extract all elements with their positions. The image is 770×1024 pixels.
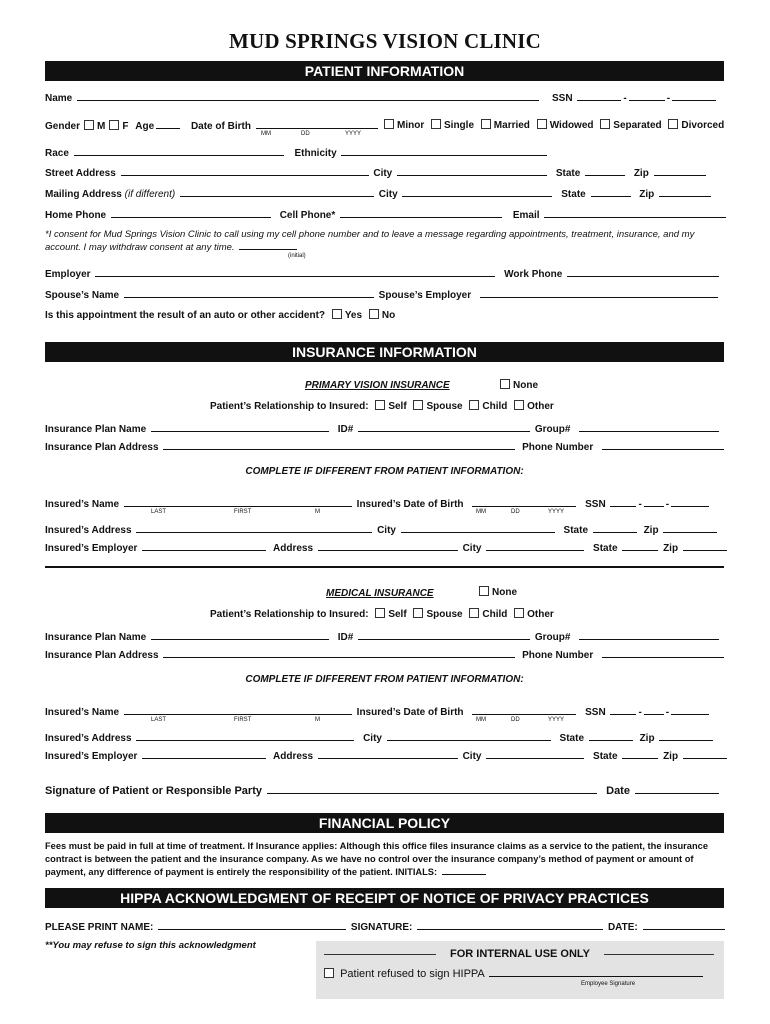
email-label: Email <box>512 210 540 221</box>
print-name-field[interactable] <box>158 920 346 930</box>
primary-employer-address-label: Address <box>273 543 314 554</box>
medical-insured-name-label: Insured’s Name <box>45 707 120 718</box>
medical-relationship-label: Patient’s Relationship to Insured: <box>210 609 369 620</box>
signature-row <box>45 784 721 798</box>
ssn-label: SSN <box>552 93 573 104</box>
self-label: Self <box>388 401 407 412</box>
medical-plan-address-label: Insurance Plan Address <box>45 650 159 661</box>
mailing-state-field[interactable] <box>591 187 631 197</box>
hippa-date-label: DATE: <box>607 922 638 933</box>
name-field[interactable] <box>77 91 539 101</box>
medical-insured-address-row <box>45 731 715 745</box>
primary-ssn-part2-field[interactable] <box>644 497 664 507</box>
primary-relationship-row <box>210 400 554 413</box>
refuse-note: **You may refuse to sign this acknowledgment <box>45 940 256 951</box>
primary-plan-address-field[interactable] <box>163 440 515 450</box>
primary-plan-name-field[interactable] <box>151 422 329 432</box>
race-field[interactable] <box>74 146 284 156</box>
medical-dob-yyyy-hint: YYYY <box>548 717 565 723</box>
medical-none-label: None <box>492 587 517 598</box>
mailing-state-label: State <box>561 189 586 200</box>
work-phone-label: Work Phone <box>504 269 563 280</box>
primary-employer-address-field[interactable] <box>318 541 458 551</box>
hippa-date-field[interactable] <box>643 920 725 930</box>
other-label: Other <box>527 401 554 412</box>
medical-self-checkbox[interactable] <box>375 608 385 618</box>
signature-field[interactable] <box>267 784 597 794</box>
clinic-title: MUD SPRINGS VISION CLINIC <box>228 29 542 53</box>
phone-row <box>45 208 728 222</box>
medical-insurance-title: MEDICAL INSURANCE <box>326 588 434 599</box>
internal-use-header: FOR INTERNAL USE ONLY <box>450 948 590 960</box>
city-label: City <box>373 168 393 179</box>
primary-employer-zip-field[interactable] <box>683 541 727 551</box>
medical-plan-address-row <box>45 648 726 662</box>
medical-employer-address-label: Address <box>273 751 314 762</box>
medical-spouse-label: Spouse <box>426 609 463 620</box>
primary-insured-state-label: State <box>563 525 588 536</box>
medical-first-hint: FIRST <box>234 717 252 723</box>
primary-insured-address-row <box>45 523 719 537</box>
medical-insured-name-field[interactable] <box>124 705 352 715</box>
city-field[interactable] <box>397 166 547 176</box>
medical-spouse-checkbox[interactable] <box>413 608 423 618</box>
primary-insured-city-field[interactable] <box>401 523 555 533</box>
single-checkbox[interactable] <box>431 119 441 129</box>
primary-insured-employer-row <box>45 541 729 555</box>
medical-none-row <box>475 586 517 599</box>
mailing-city-label: City <box>378 189 398 200</box>
spouse-label: Spouse <box>426 401 463 412</box>
medical-dob-mm-hint: MM <box>476 717 486 723</box>
minor-checkbox[interactable] <box>384 119 394 129</box>
medical-insured-state-label: State <box>559 733 584 744</box>
financial-initials-field[interactable] <box>442 865 486 875</box>
section-divider <box>45 566 724 568</box>
primary-employer-city-label: City <box>462 543 482 554</box>
patient-refused-checkbox[interactable] <box>324 968 334 978</box>
primary-employer-state-field[interactable] <box>622 541 658 551</box>
primary-id-field[interactable] <box>358 422 530 432</box>
medical-insured-employer-row <box>45 749 729 763</box>
mi-hint: M <box>315 509 320 515</box>
medical-insured-city-label: City <box>363 733 382 744</box>
child-label: Child <box>482 401 508 412</box>
primary-other-checkbox[interactable] <box>514 400 524 410</box>
primary-insured-employer-field[interactable] <box>142 541 266 551</box>
medical-ssn-label: SSN <box>585 707 606 718</box>
dob-label: Date of Birth <box>190 121 251 132</box>
ethnicity-field[interactable] <box>341 146 547 156</box>
consent-statement: *I consent for Mud Springs Vision Clinic to call using my cell phone number and to leave a message regarding appointments, treatment, insurance, and my account. I may withdraw consent at any time. <box>45 229 695 253</box>
street-address-label: Street Address <box>45 168 116 179</box>
insured-dob-yyyy-hint: YYYY <box>548 509 565 515</box>
married-checkbox[interactable] <box>481 119 491 129</box>
medical-ssn-part3-field[interactable] <box>671 705 709 715</box>
primary-employer-state-label: State <box>593 543 618 554</box>
medical-insured-employer-field[interactable] <box>142 749 266 759</box>
medical-none-checkbox[interactable] <box>479 586 489 596</box>
medical-plan-address-field[interactable] <box>163 648 515 658</box>
medical-insured-dob-field[interactable] <box>472 705 576 715</box>
medical-insured-name-row: Insured’s Name Insured’s Date of Birth SSN - - <box>45 705 711 719</box>
employer-field[interactable] <box>95 267 495 277</box>
consent-initial-field[interactable] <box>239 240 297 250</box>
accident-no-checkbox[interactable] <box>369 309 379 319</box>
primary-insured-city-label: City <box>377 525 396 536</box>
medical-mi-hint: M <box>315 717 320 723</box>
zip-field[interactable] <box>654 166 706 176</box>
phone-number-label: Phone Number <box>522 442 594 453</box>
spouse-name-field[interactable] <box>124 288 374 298</box>
insurance-information-header: INSURANCE INFORMATION <box>45 342 724 362</box>
medical-insured-employer-label: Insured’s Employer <box>45 751 138 762</box>
primary-none-checkbox[interactable] <box>500 379 510 389</box>
hippa-signature-field[interactable] <box>417 920 603 930</box>
medical-plan-name-row <box>45 630 721 644</box>
hippa-header: HIPPA ACKNOWLEDGMENT OF RECEIPT OF NOTICE OF PRIVACY PRACTICES <box>45 888 724 908</box>
financial-policy-header: FINANCIAL POLICY <box>45 813 724 833</box>
age-field[interactable] <box>156 119 180 129</box>
medical-insured-dob-label: Insured’s Date of Birth <box>356 707 464 718</box>
mailing-address-label: Mailing Address <box>45 189 122 200</box>
accident-question: Is this appointment the result of an auto or other accident? <box>45 310 326 321</box>
medical-insured-zip-field[interactable] <box>659 731 713 741</box>
primary-insured-zip-label: Zip <box>643 525 659 536</box>
cell-phone-field[interactable] <box>340 208 502 218</box>
primary-insured-name-row: Insured’s Name Insured’s Date of Birth SSN - - <box>45 497 711 511</box>
dob-yyyy-hint: YYYY <box>345 131 362 137</box>
medical-employer-zip-label: Zip <box>663 751 679 762</box>
primary-self-checkbox[interactable] <box>375 400 385 410</box>
work-phone-field[interactable] <box>567 267 719 277</box>
primary-insured-dob-field[interactable] <box>472 497 576 507</box>
internal-header-line-right <box>604 954 714 955</box>
race-row <box>45 146 549 160</box>
medical-group-label: Group# <box>534 632 571 643</box>
medical-ssn-part2-field[interactable] <box>644 705 664 715</box>
widowed-checkbox[interactable] <box>537 119 547 129</box>
medical-complete-if-different: COMPLETE IF DIFFERENT FROM PATIENT INFORMATION: <box>245 674 524 685</box>
medical-employer-address-field[interactable] <box>318 749 458 759</box>
gender-row <box>45 119 380 133</box>
financial-policy-statement: Fees must be paid in full at time of treatment. If Insurance applies: Although this office files insurance claims as a service to the patient, the insurance contract is between the patient and the insurance company. As we have no control over the insurance company’s method of payment or amount of payment, any difference of payment is entirely the responsibility of the patient. INITIALS: <box>45 841 708 877</box>
name-row <box>45 91 541 105</box>
separated-label: Separated <box>613 120 662 131</box>
financial-policy-text <box>45 840 725 879</box>
ssn-part1-field[interactable] <box>577 91 621 101</box>
insured-employer-label: Insured’s Employer <box>45 543 138 554</box>
accident-yes-label: Yes <box>344 310 363 321</box>
mailing-note: (if different) <box>124 189 176 200</box>
hippa-signature-label: SIGNATURE: <box>350 922 413 933</box>
insured-dob-label: Insured’s Date of Birth <box>356 499 464 510</box>
medical-last-hint: LAST <box>151 717 167 723</box>
patient-information-header: PATIENT INFORMATION <box>45 61 724 81</box>
street-address-field[interactable] <box>121 166 369 176</box>
married-label: Married <box>493 120 530 131</box>
zip-label: Zip <box>633 168 649 179</box>
gender-label: Gender <box>45 121 81 132</box>
primary-group-field[interactable] <box>579 422 719 432</box>
medical-id-field[interactable] <box>358 630 530 640</box>
employee-signature-hint: Employee Signature <box>581 981 636 987</box>
minor-label: Minor <box>397 120 425 131</box>
medical-employer-city-field[interactable] <box>486 749 584 759</box>
medical-employer-state-label: State <box>593 751 618 762</box>
medical-relationship-row <box>210 608 554 621</box>
dob-dd-hint: DD <box>301 131 310 137</box>
ssn-part2-field[interactable] <box>629 91 665 101</box>
medical-employer-state-field[interactable] <box>622 749 658 759</box>
medical-id-label: ID# <box>337 632 354 643</box>
primary-child-checkbox[interactable] <box>469 400 479 410</box>
spouse-row <box>45 288 720 302</box>
mailing-address-field[interactable] <box>180 187 374 197</box>
single-label: Single <box>444 120 475 131</box>
signature-date-label: Date <box>606 785 630 797</box>
initial-hint: (initial) <box>288 253 306 259</box>
medical-child-checkbox[interactable] <box>469 608 479 618</box>
primary-ssn-part1-field[interactable] <box>610 497 636 507</box>
name-label: Name <box>45 93 73 104</box>
home-phone-field[interactable] <box>111 208 271 218</box>
medical-phone-number-label: Phone Number <box>522 650 594 661</box>
primary-ssn-part3-field[interactable] <box>671 497 709 507</box>
signature-label: Signature of Patient or Responsible Party <box>45 785 262 797</box>
primary-none-row <box>496 379 538 392</box>
consent-text <box>45 229 725 253</box>
cell-phone-label: Cell Phone* <box>279 210 336 221</box>
state-field[interactable] <box>585 166 625 176</box>
primary-employer-city-field[interactable] <box>486 541 584 551</box>
street-address-row <box>45 166 708 180</box>
state-label: State <box>555 168 581 179</box>
primary-plan-name-row <box>45 422 721 436</box>
dob-field[interactable] <box>256 119 378 129</box>
employer-row <box>45 267 721 281</box>
primary-insured-address-field[interactable] <box>136 523 372 533</box>
medical-phone-number-field[interactable] <box>602 648 724 658</box>
gender-m-checkbox[interactable] <box>84 120 94 130</box>
mailing-city-field[interactable] <box>402 187 552 197</box>
primary-complete-if-different: COMPLETE IF DIFFERENT FROM PATIENT INFORMATION: <box>245 466 524 477</box>
widowed-label: Widowed <box>549 120 594 131</box>
accident-row <box>45 309 395 322</box>
age-label: Age <box>135 121 155 132</box>
insured-address-label: Insured’s Address <box>45 525 132 536</box>
first-hint: FIRST <box>234 509 252 515</box>
hippa-row <box>45 920 727 934</box>
medical-insured-zip-label: Zip <box>639 733 655 744</box>
spouse-employer-label: Spouse’s Employer <box>378 290 472 301</box>
spouse-name-label: Spouse’s Name <box>45 290 120 301</box>
primary-vision-insurance-title: PRIMARY VISION INSURANCE <box>305 380 450 391</box>
divorced-label: Divorced <box>681 120 725 131</box>
employer-label: Employer <box>45 269 91 280</box>
insured-name-label: Insured’s Name <box>45 499 120 510</box>
internal-use-box <box>316 941 724 999</box>
medical-dob-dd-hint: DD <box>511 717 520 723</box>
ssn-part3-field[interactable] <box>672 91 716 101</box>
employee-signature-field[interactable] <box>489 967 703 977</box>
primary-phone-number-field[interactable] <box>602 440 724 450</box>
primary-employer-zip-label: Zip <box>663 543 679 554</box>
plan-address-label: Insurance Plan Address <box>45 442 159 453</box>
mailing-zip-label: Zip <box>639 189 655 200</box>
medical-other-checkbox[interactable] <box>514 608 524 618</box>
email-field[interactable] <box>544 208 726 218</box>
primary-insured-zip-field[interactable] <box>663 523 717 533</box>
primary-ssn-label: SSN <box>585 499 606 510</box>
medical-ssn-part1-field[interactable] <box>610 705 636 715</box>
signature-date-field[interactable] <box>635 784 719 794</box>
medical-child-label: Child <box>482 609 508 620</box>
primary-plan-address-row <box>45 440 726 454</box>
id-label: ID# <box>337 424 354 435</box>
divorced-checkbox[interactable] <box>668 119 678 129</box>
plan-name-label: Insurance Plan Name <box>45 424 147 435</box>
primary-insured-name-field[interactable] <box>124 497 352 507</box>
mailing-address-row <box>45 187 713 201</box>
patient-refused-label: Patient refused to sign HIPPA <box>340 968 485 980</box>
home-phone-label: Home Phone <box>45 210 107 221</box>
insured-dob-dd-hint: DD <box>511 509 520 515</box>
race-label: Race <box>45 148 69 159</box>
mailing-zip-field[interactable] <box>659 187 711 197</box>
medical-employer-city-label: City <box>462 751 482 762</box>
medical-group-field[interactable] <box>579 630 719 640</box>
last-hint: LAST <box>151 509 167 515</box>
medical-plan-name-field[interactable] <box>151 630 329 640</box>
accident-no-label: No <box>381 310 396 321</box>
marital-status-row <box>380 119 724 132</box>
primary-insured-state-field[interactable] <box>593 523 637 533</box>
medical-self-label: Self <box>388 609 407 620</box>
medical-insured-address-field[interactable] <box>136 731 354 741</box>
medical-insured-state-field[interactable] <box>589 731 633 741</box>
group-label: Group# <box>534 424 571 435</box>
dob-mm-hint: MM <box>261 131 271 137</box>
medical-insured-address-label: Insured’s Address <box>45 733 132 744</box>
medical-insured-city-field[interactable] <box>387 731 551 741</box>
accident-yes-checkbox[interactable] <box>332 309 342 319</box>
primary-spouse-checkbox[interactable] <box>413 400 423 410</box>
patient-refused-row <box>324 967 705 980</box>
spouse-employer-field[interactable] <box>480 288 718 298</box>
relationship-label: Patient’s Relationship to Insured: <box>210 401 369 412</box>
ssn-row: SSN - - <box>552 91 718 105</box>
insured-dob-mm-hint: MM <box>476 509 486 515</box>
medical-other-label: Other <box>527 609 554 620</box>
print-name-label: PLEASE PRINT NAME: <box>45 922 154 933</box>
separated-checkbox[interactable] <box>600 119 610 129</box>
medical-employer-zip-field[interactable] <box>683 749 727 759</box>
medical-plan-name-label: Insurance Plan Name <box>45 632 147 643</box>
ethnicity-label: Ethnicity <box>294 148 337 159</box>
gender-m-label: M <box>97 121 106 132</box>
primary-none-label: None <box>513 380 538 391</box>
gender-f-label: F <box>122 121 129 132</box>
gender-f-checkbox[interactable] <box>109 120 119 130</box>
